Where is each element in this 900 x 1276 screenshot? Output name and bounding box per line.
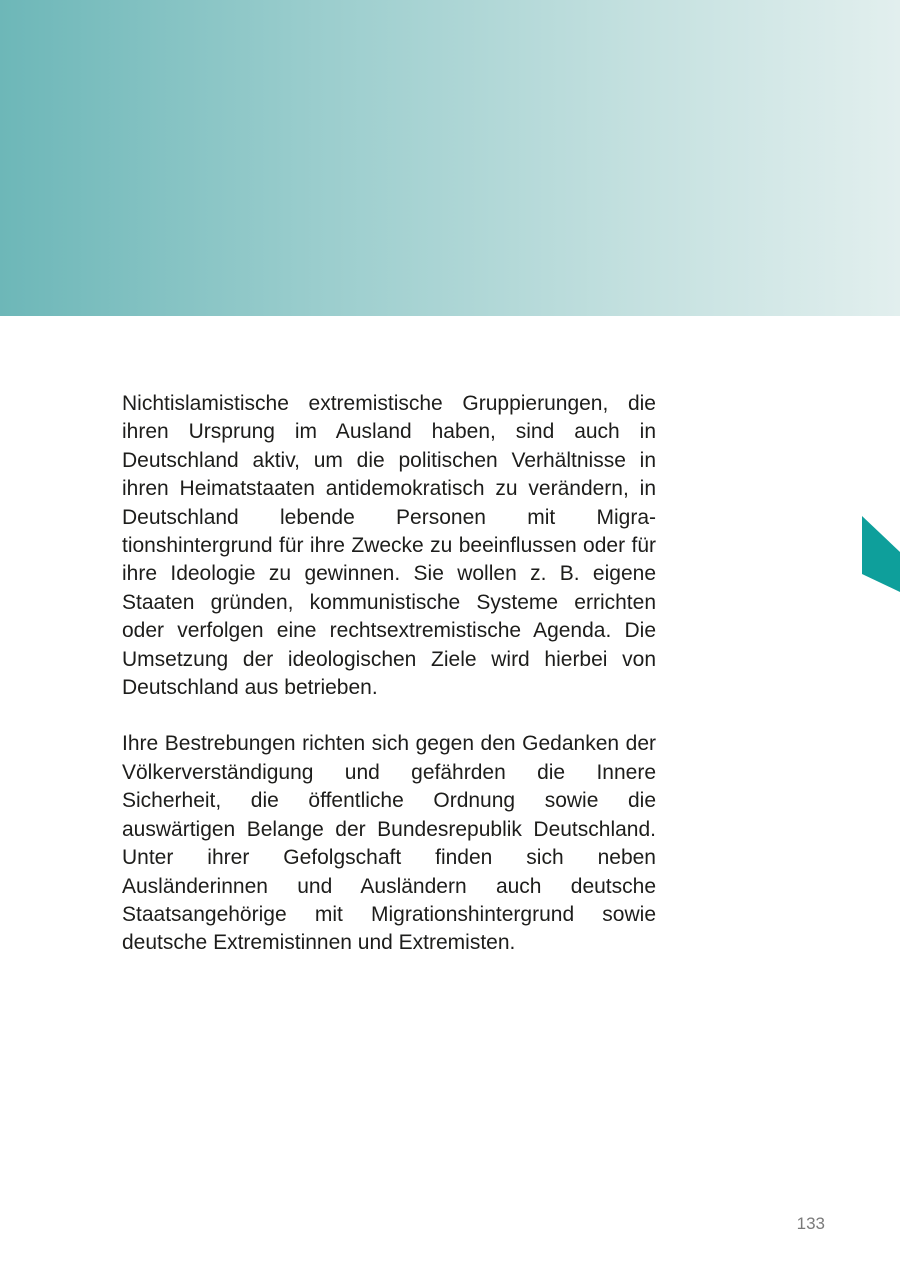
header-gradient-band bbox=[0, 0, 900, 316]
page-number: 133 bbox=[796, 1214, 825, 1233]
paragraph: Nichtislamistische extremistische Gruppierungen, die ihren Ursprung im Ausland haben, sind auch in Deutschland aktiv, um die politischen Verhältnisse in ihren Heimatstaaten antidemokratisch zu verändern, in Deutschland lebende Personen mit Migrationshintergrund für ihre Zwecke zu beeinflussen oder für ihre Ideologie zu gewinnen. Sie wollen z. B. eigene Staaten gründen, kommunistische Systeme errichten oder verfolgen eine rechtsextremistische Agenda. Die Umsetzung der ideologischen Ziele wird hierbei von Deutschland aus betrieben. bbox=[122, 392, 656, 700]
body-text bbox=[122, 390, 656, 986]
paragraph: Ihre Bestrebungen richten sich gegen den Gedanken der Völkerverständigung und gefährden die Innere Sicherheit, die öffentliche Ordnung sowie die auswärtigen Belange der Bundesrepublik Deutschland. Unter ihrer Gefolgschaft finden sich neben Ausländerinnen und Ausländern auch deutsche Staatsangehörige mit Migrationshintergrund sowie deutsche Extremistinnen und Extremisten. bbox=[122, 732, 656, 955]
chapter-tab-marker bbox=[862, 516, 900, 592]
